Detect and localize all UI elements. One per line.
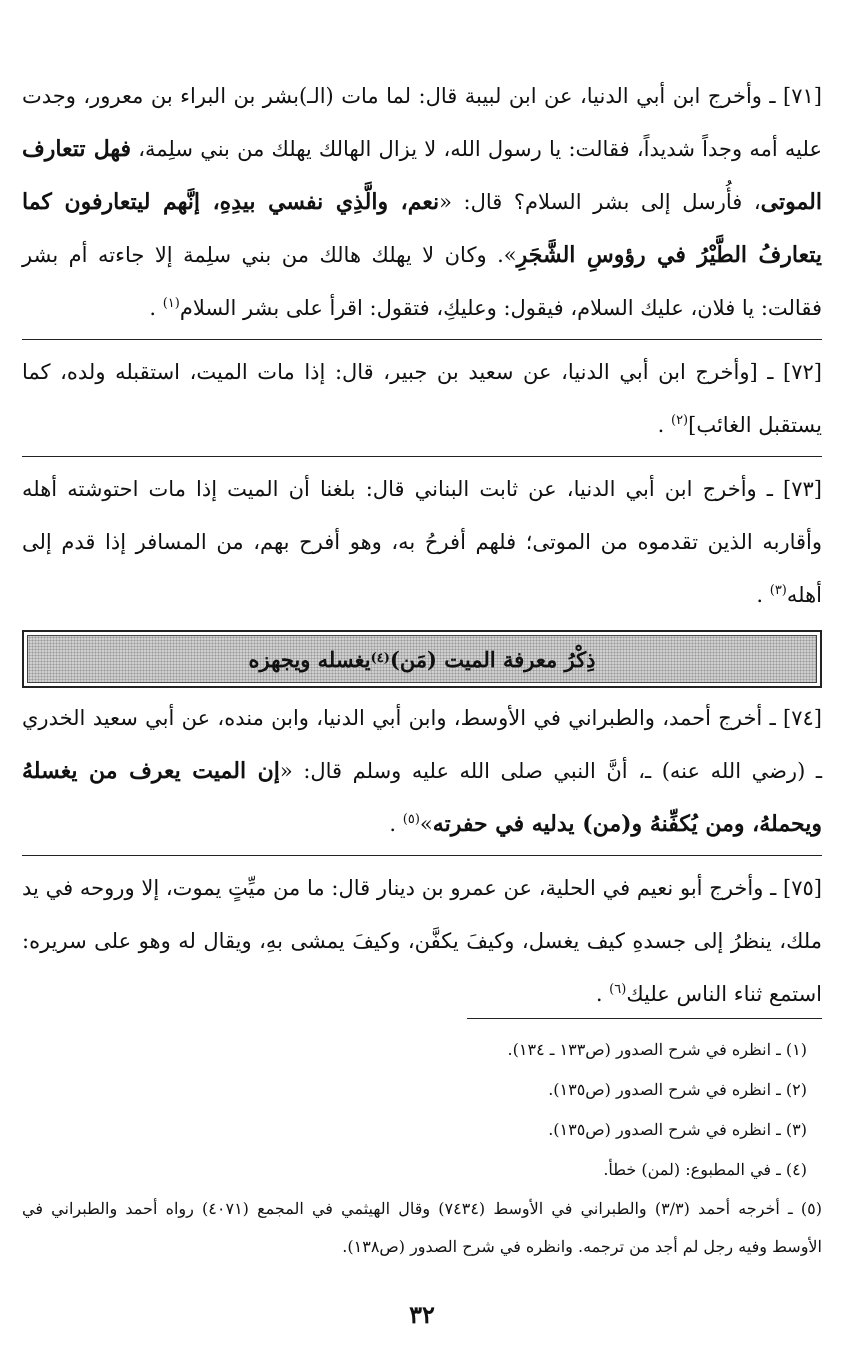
footnote-ref-6[interactable]: (٦) xyxy=(609,982,627,997)
footnote-2: (٢) ـ انظره في شرح الصدور (ص١٣٥). xyxy=(548,1080,807,1099)
paragraph-divider xyxy=(22,339,822,340)
heading-before: ذِكْرُ معرفة الميت (مَن) xyxy=(389,646,596,672)
footnote-ref-2[interactable]: (٢) xyxy=(670,413,689,428)
footnote-ref-3[interactable]: (٣) xyxy=(769,583,787,598)
paragraph-divider xyxy=(22,855,822,856)
footnote-5: (٥) ـ أخرجه أحمد (٣/٣) والطبراني في الأوسط (٧٤٣٤) وقال الهيثمي في المجمع (٤٠٧١) رواه أحمد والطبراني في الأوسط وفيه رجل لم أجد من ترجمه. وانظره في شرح الصدور (ص١٣٨). xyxy=(22,1199,823,1256)
footnote-ref-5[interactable]: (٥) xyxy=(402,812,420,827)
page-number: ٣٢ xyxy=(409,1300,435,1329)
p71-mid: ، فأُرسل إلى بشر السلام؟ قال: « xyxy=(439,190,761,214)
p71-bold-question: فهل تتعارف الموتى xyxy=(22,136,822,215)
section-heading-box xyxy=(22,630,822,688)
p73-end: . xyxy=(756,583,770,607)
footnote-ref-1[interactable]: (١) xyxy=(162,296,180,311)
footnote-1: (١) ـ انظره في شرح الصدور (ص١٣٣ ـ ١٣٤). xyxy=(507,1040,807,1059)
p72-text: [٧٢] ـ [وأخرج ابن أبي الدنيا، عن سعيد بن جبير، قال: إذا مات الميت، استقبله ولده، كما يستقبل الغائب] xyxy=(22,360,822,437)
p71-end: . xyxy=(149,296,163,320)
p74-bold-hadith: إن الميت يعرف من يغسلهُ ويحملهُ، ومن يُكفِّنهُ و(من) يدليه في حفرته xyxy=(22,758,822,837)
paragraph-73 xyxy=(22,463,822,622)
paragraph-75 xyxy=(22,862,822,1021)
p71-intro: [٧١] ـ وأخرج ابن أبي الدنيا، عن ابن لبيبة قال: لما مات (الـ)بشر بن البراء بن معرور، وجدت عليه أمه وجداً شديداً، فقالت: يا رسول الله، لا يزال الهالك يهلك من بني سلِمة، xyxy=(22,84,822,161)
page-body xyxy=(22,70,822,1021)
p74-text: [٧٤] ـ أخرج أحمد، والطبراني في الأوسط، وابن أبي الدنيا، وابن منده، عن أبي سعيد الخدري ـ (رضي الله عنه) ـ، أنَّ النبي صلى الله عليه وسلم قال: « xyxy=(22,706,822,783)
footnote-4: (٤) ـ في المطبوع: (لمن) خطأ. xyxy=(603,1160,807,1179)
p73-text: [٧٣] ـ وأخرج ابن أبي الدنيا، عن ثابت البناني قال: بلغنا أن الميت إذا مات احتوشته أهله وأقاربه الذين تقدموه من الموتى؛ فلهم أفرحُ به، وهو أفرح بهم، من المسافر إذا قدم إلى أهله xyxy=(22,477,822,607)
heading-after: يغسله ويجهزه xyxy=(248,646,371,672)
footnote-3: (٣) ـ انظره في شرح الصدور (ص١٣٥). xyxy=(548,1120,807,1139)
p71-bold-hadith: نعم، والَّذِي نفسي بيدِهِ، إنَّهم ليتعارفون كما يتعارفُ الطَّيْرُ في رؤوسِ الشَّجَرِ xyxy=(22,189,823,268)
p74-close: » xyxy=(419,812,433,836)
paragraph-71 xyxy=(22,70,822,335)
p72-end: . xyxy=(657,413,671,437)
footnote-separator xyxy=(467,1018,822,1019)
p75-text: [٧٥] ـ وأخرج أبو نعيم في الحلية، عن عمرو بن دينار قال: ما من ميِّتٍ يموت، إلا وروحه في يد ملك، ينظرُ إلى جسدهِ كيف يغسل، وكيفَ يكفَّن، وكيفَ يمشى بهِ، ويقال له وهو على سريره: استمع ثناء الناس عليك xyxy=(22,876,822,1006)
footnotes xyxy=(22,1030,822,1266)
p75-end: . xyxy=(595,982,610,1006)
paragraph-72 xyxy=(22,346,822,452)
section-heading: ذِكْرُ معرفة الميت (مَن) (٤) يغسله ويجهزه xyxy=(27,635,817,683)
p74-end: . xyxy=(389,812,403,836)
paragraph-74 xyxy=(22,692,822,851)
p71-rest: ». وكان لا يهلك هالك من بني سلِمة إلا جاءته أم بشر فقالت: يا فلان، عليك السلام، فيقول: وعليكِ، فتقول: اقرأ على بشر السلام xyxy=(22,243,822,320)
paragraph-divider xyxy=(22,456,822,457)
